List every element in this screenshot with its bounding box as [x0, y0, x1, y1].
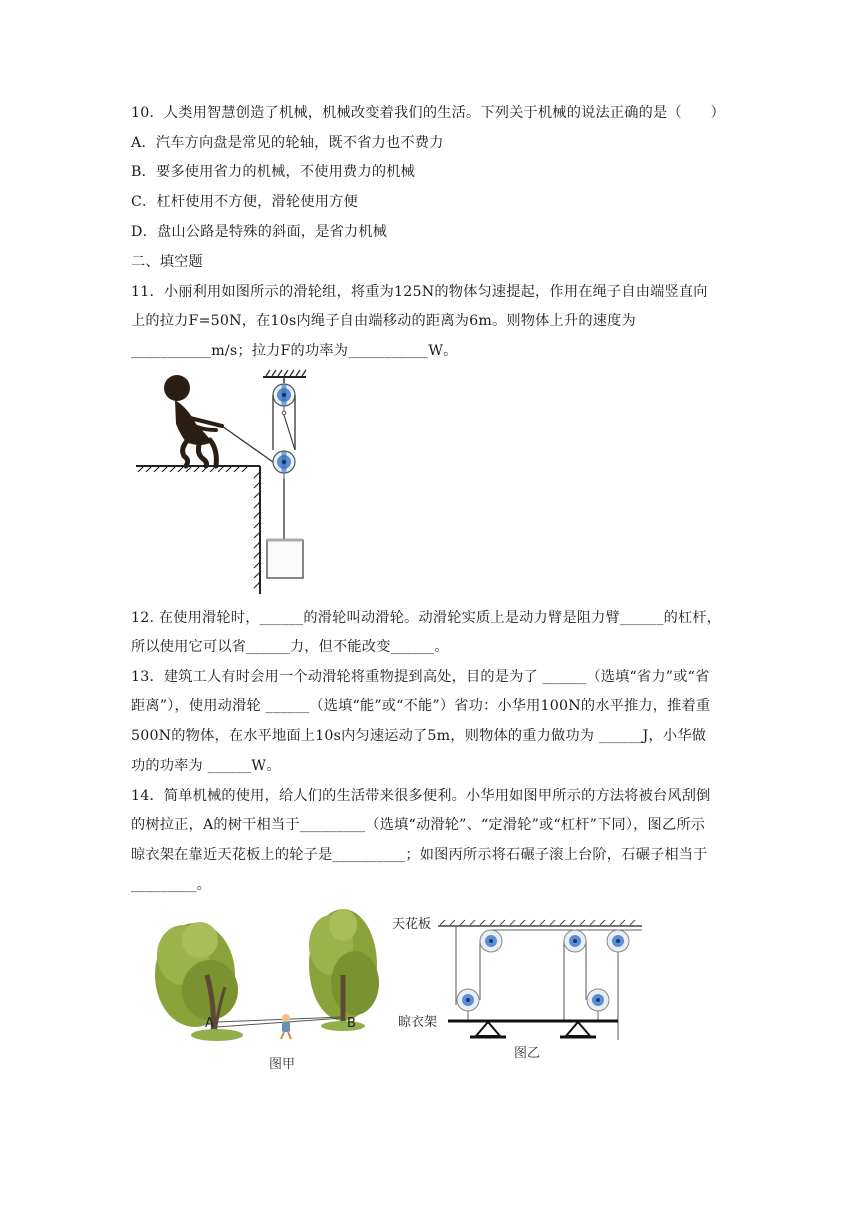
q10-option-b: B．要多使用省力的机械，不使用费力的机械 [131, 164, 415, 180]
label-ceiling: 天花板 [392, 917, 432, 932]
q10-option-c: C．杠杆使用不方便，滑轮使用方便 [131, 194, 358, 210]
small-person [281, 1014, 291, 1039]
q11-line-1: 11．小丽利用如图所示的滑轮组，将重为125N的物体匀速提起，作用在绳子自由端竖直向 [131, 284, 708, 300]
q10-option-a: A．汽车方向盘是常见的轮轴，既不省力也不费力 [131, 135, 444, 151]
label-rack: 晾衣架 [398, 1015, 438, 1030]
q12-line-1: 12. 在使用滑轮时，______的滑轮叫动滑轮。动滑轮实质上是动力臂是阻力臂______的杠杆， [131, 610, 722, 626]
label-a: A [205, 1016, 214, 1031]
q14-line-4: _________。 [131, 877, 212, 893]
q13-line-3: 500N的物体，在水平地面上10s内匀速运动了5m，则物体的重力做功为 ______J，小华做 [131, 728, 707, 744]
q13-line-4: 功的功率为 ______W。 [131, 758, 281, 774]
tree-b [309, 909, 379, 1023]
q12-line-2: 所以使用它可以省______力，但不能改变______。 [131, 639, 449, 655]
figure-jia-trees [155, 905, 395, 1075]
movable-pulley [273, 451, 295, 479]
rack-pulley-2 [587, 989, 609, 1020]
pulley-system-figure [130, 368, 315, 598]
q10-stem: 10．人类用智慧创造了机械，机械改变着我们的生活。下列关于机械的说法正确的是（ ） [131, 105, 725, 121]
q14-line-2: 的树拉正，A的树干相当于_________（选填“动滑轮”、“定滑轮”或“杠杆”下同），图乙所示 [131, 817, 706, 833]
person-silhouette [164, 375, 222, 466]
section-title: 二、填空题 [131, 254, 203, 270]
q14-line-3: 晾衣架在靠近天花板上的轮子是__________；如图丙所示将石碾子滚上台阶，石碾子相当于 [131, 847, 708, 863]
q11-line-3: ___________m/s；拉力F的功率为___________W。 [131, 343, 458, 359]
label-b: B [347, 1016, 356, 1031]
q13-line-2: 距离”），使用动滑轮 ______（选填“能”或“不能”）省功：小华用100N的水平推力，推着重 [131, 698, 711, 714]
q11-line-2: 上的拉力F=50N，在10s内绳子自由端移动的距离为6m。则物体上升的速度为 [131, 313, 636, 329]
tree-a [155, 922, 238, 1033]
ceiling-pulley-1 [480, 930, 502, 952]
rack-pulley-1 [457, 989, 479, 1020]
q13-line-1: 13．建筑工人有时会用一个动滑轮将重物提到高处，目的是为了 ______（选填“省力”或“省 [131, 669, 710, 685]
figure-yi-clothes-rack [392, 910, 652, 1065]
ceiling-pulley-2 [564, 930, 586, 952]
q14-line-1: 14．简单机械的使用，给人们的生活带来很多便利。小华用如图甲所示的方法将被台风刮倒 [131, 788, 711, 804]
caption-yi: 图乙 [514, 1046, 541, 1061]
weight-box [267, 540, 303, 578]
fixed-pulley [273, 384, 295, 415]
caption-jia: 图甲 [269, 1057, 296, 1072]
q10-option-d: D．盘山公路是特殊的斜面，是省力机械 [131, 224, 388, 240]
ceiling-pulley-3 [607, 930, 629, 952]
